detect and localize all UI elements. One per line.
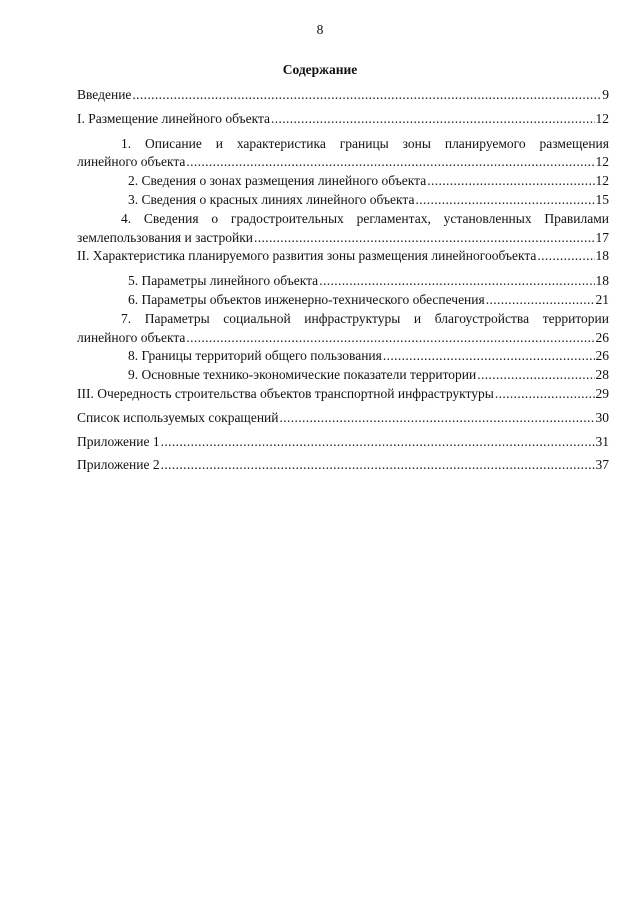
toc-entry-text: 2. Сведения о зонах размещения линейного объекта <box>128 173 427 189</box>
toc-entry-page: 26 <box>595 348 609 364</box>
dot-leader <box>132 86 601 105</box>
toc-entry-subsection-3[interactable] <box>77 191 609 210</box>
dot-leader <box>280 409 595 428</box>
toc-entry-page: 37 <box>595 457 609 473</box>
toc-entry-appendix-1[interactable] <box>77 433 609 452</box>
toc-entry-subsection-4[interactable] <box>77 210 609 248</box>
toc-entry-text: Введение <box>77 87 132 102</box>
toc-entry-text: линейного объекта <box>77 154 186 170</box>
dot-leader <box>495 385 595 404</box>
toc-entry-page: 29 <box>595 385 609 401</box>
toc-title: Содержание <box>282 62 358 77</box>
toc-entry-section-3[interactable] <box>77 385 609 404</box>
toc-entry-text: II. Характеристика планируемого развития зоны размещения линейногообъекта <box>77 248 537 264</box>
toc-entry-text: Приложение 1 <box>77 433 160 449</box>
toc-entry-page: 12 <box>595 154 609 170</box>
toc-entry-section-2[interactable] <box>77 247 609 266</box>
toc-entry-page: 15 <box>595 191 609 207</box>
toc-entry-text: 5. Параметры линейного объекта <box>128 273 319 289</box>
dot-leader <box>537 247 594 266</box>
dot-leader <box>186 329 594 348</box>
dot-leader <box>161 456 595 475</box>
toc-entry-text: землепользования и застройки <box>77 229 254 245</box>
dot-leader <box>271 110 594 129</box>
dot-leader <box>383 347 595 366</box>
toc-entry-page: 21 <box>595 291 609 307</box>
toc-entry-subsection-1[interactable] <box>77 135 609 173</box>
toc-entry-text: 8. Границы территорий общего пользования <box>128 348 382 364</box>
toc-entry-text: Приложение 2 <box>77 457 160 473</box>
dot-leader <box>186 153 594 172</box>
toc-entry-text: III. Очередность строительства объектов транспортной инфраструктуры <box>77 385 494 401</box>
toc-entry-page: 18 <box>595 273 609 289</box>
toc-entry-page: 18 <box>595 248 609 264</box>
toc-entry-text: 3. Сведения о красных линиях линейного объекта <box>128 191 415 207</box>
toc-entry-subsection-2[interactable] <box>77 172 609 191</box>
dot-leader <box>161 433 595 452</box>
toc-entry-subsection-7[interactable] <box>77 310 609 348</box>
toc-entry-page: 30 <box>595 409 609 425</box>
toc-entry-text: I. Размещение линейного объекта <box>77 110 271 126</box>
table-of-contents <box>77 86 609 475</box>
toc-entry-section-1[interactable] <box>77 110 609 129</box>
dot-leader <box>319 272 594 291</box>
dot-leader <box>477 366 594 385</box>
toc-entry-text-line-1: 1. Описание и характеристика границы зоны планируемого размещения <box>121 135 609 151</box>
toc-entry-page: 31 <box>595 433 609 449</box>
toc-entry-text-line-1: 7. Параметры социальной инфраструктуры и благоустройства территории <box>121 310 609 326</box>
toc-entry-subsection-6[interactable] <box>77 291 609 310</box>
toc-entry-text-line-1: 4. Сведения о градостроительных регламентах, установленных Правилами <box>121 210 609 226</box>
toc-entry-intro[interactable] <box>77 86 609 105</box>
toc-entry-page: 17 <box>595 229 609 245</box>
toc-entry-text: линейного объекта <box>77 329 186 345</box>
toc-entry-text: 6. Параметры объектов инженерно-технического обеспечения <box>128 291 485 307</box>
toc-entry-page: 28 <box>595 367 609 383</box>
toc-entry-page: 26 <box>595 329 609 345</box>
dot-leader <box>254 229 594 248</box>
dot-leader <box>486 291 595 310</box>
toc-entry-abbreviations[interactable] <box>77 409 609 428</box>
dot-leader <box>416 191 595 210</box>
toc-entry-subsection-9[interactable] <box>77 366 609 385</box>
toc-entry-page: 9 <box>602 87 609 102</box>
toc-entry-page: 12 <box>595 110 609 126</box>
page-number: 8 <box>316 22 324 37</box>
toc-entry-subsection-8[interactable] <box>77 347 609 366</box>
toc-entry-subsection-5[interactable] <box>77 272 609 291</box>
toc-entry-text: 9. Основные технико-экономические показатели территории <box>128 367 477 383</box>
toc-entry-text: Список используемых сокращений <box>77 409 279 425</box>
toc-entry-page: 12 <box>595 173 609 189</box>
dot-leader <box>427 172 594 191</box>
toc-entry-appendix-2[interactable] <box>77 456 609 475</box>
